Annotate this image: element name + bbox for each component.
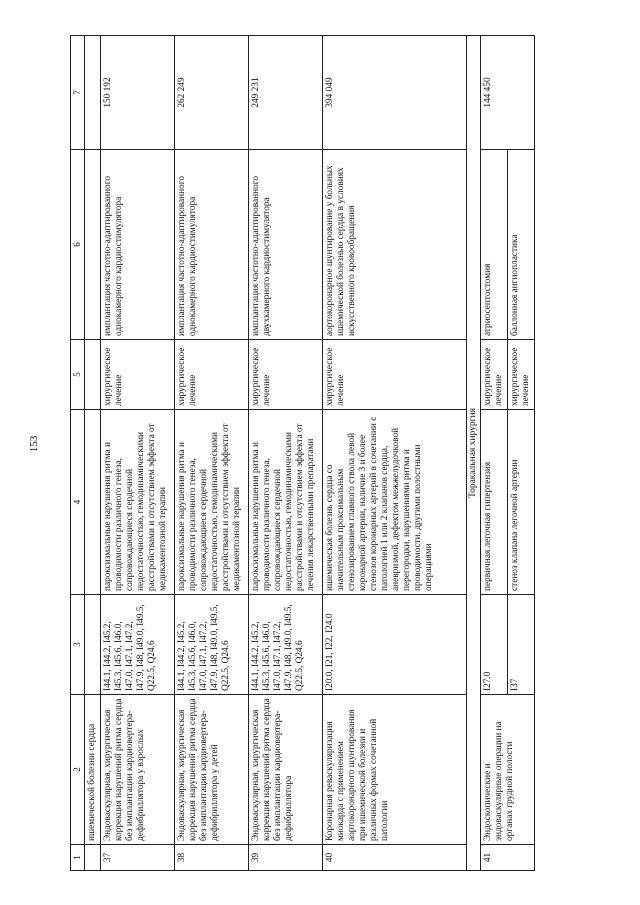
- row-number: 40: [323, 845, 467, 871]
- row-name: Эндоваскулярная, хирургическая коррекция нарушений ритма сердца без имплантации кардиовертера-дефибриллятора: [249, 695, 323, 845]
- row-codes: I20.0, I21, I22, I24.0: [323, 595, 467, 695]
- header-col-7: 7: [71, 36, 85, 150]
- row-method: баллонная ангиопластика: [508, 150, 535, 340]
- row-method: атриосептостомия: [481, 150, 508, 340]
- row-number: 37: [101, 845, 175, 871]
- row-codes: I27.0: [481, 595, 508, 695]
- table-row: [481, 36, 508, 871]
- row-codes: I37: [508, 595, 535, 695]
- row-treatment: хирургическое лечение: [508, 340, 535, 410]
- row-treatment: хирургическое лечение: [323, 340, 467, 410]
- section-title: Торакальная хирургия: [467, 36, 481, 871]
- header-col-3: 3: [71, 595, 85, 695]
- row-model: ишемическая болезнь сердца со значительным проксимальным стенозированием главного ствола левой коронарной артерии, наличие 3 и более стенозов коронарных артерий в сочетании с патологией 1 или 2 клапанов сердца, аневризмой, дефектом межжелудочковой перегородки, нарушениями ритма и проводимости, другими полостными операциями: [323, 410, 467, 595]
- header-col-5: 5: [71, 340, 85, 410]
- page-number: 153: [28, 435, 40, 453]
- row-number: 38: [175, 845, 249, 871]
- table-row: [323, 36, 467, 871]
- row-model: пароксизмальные нарушения ритма и проводимости различного генеза, сопровождающиеся сердечной недостаточностью, гемодинамическими расстройствами и отсутствием эффекта от лечения лекарственными препаратами: [249, 410, 323, 595]
- row-model: пароксизмальные нарушения ритма и проводимости различного генеза, сопровождающиеся сердечной недостаточностью, гемодинамическими расстройствами и отсутствием эффекта от медикаментозной терапии: [101, 410, 175, 595]
- table-row: [175, 36, 249, 871]
- row-codes: I44.1, I44.2, I45.2, I45.3, I45.6, I46.0, I47.0, I47.1, I47.2, I47.9, I48, I49.0, I49.5, Q22.5, Q24.6: [101, 595, 175, 695]
- row-model: стеноз клапана легочной артерии: [508, 410, 535, 595]
- medical-procedures-table: [70, 35, 535, 871]
- row-method: аортокоронарное шунтирование у больных ишемической болезнью сердца в условиях искусственного кровообращения: [323, 150, 467, 340]
- header-row: [71, 36, 85, 871]
- row-treatment: хирургическое лечение: [249, 340, 323, 410]
- row-cost: 144 450: [481, 36, 535, 150]
- row-model: пароксизмальные нарушения ритма и проводимости различного генеза, сопровождающиеся сердечной недостаточностью, гемодинамическими расстройствами и отсутствием эффекта от медикаментозной терапии: [175, 410, 249, 595]
- row-cost: 150 192: [101, 36, 175, 150]
- row-name: Эндоваскулярная, хирургическая коррекция нарушений ритма сердца без имплантации кардиовертера-дефибриллятора у детей: [175, 695, 249, 845]
- row-treatment: хирургическое лечение: [175, 340, 249, 410]
- row-method: имплантация частотно-адаптированного однокамерного кардиостимулятора: [101, 150, 175, 340]
- table-row: [249, 36, 323, 871]
- row-treatment: хирургическое лечение: [101, 340, 175, 410]
- section-row: [467, 36, 481, 871]
- row-name: Эндоваскулярная, хирургическая коррекция нарушений ритма сердца без имплантации кардиовертера-дефибриллятора у взрослых: [101, 695, 175, 845]
- row-method: имплантация частотно-адаптированного однокамерного кардиостимулятора: [175, 150, 249, 340]
- row-name: Коронарная реваскуляризация миокарда с применением аортокоронарного шунтирования при ишемической болезни и различных формах сочетанной патологии: [323, 695, 467, 845]
- row-codes: I44.1, I44.2, I45.2, I45.3, I45.6, I46.0, I47.0, I47.1, I47.2, I47.9, I48, I49.0, I49.5, Q22.5, Q24.6: [249, 595, 323, 695]
- row-number: 41: [481, 845, 535, 871]
- continuation-text: ишемической болезни сердца: [85, 695, 101, 845]
- row-name: Эндоскопические и эндоваскулярные операции на органах грудной полости: [481, 695, 535, 845]
- header-col-1: 1: [71, 845, 85, 871]
- header-col-4: 4: [71, 410, 85, 595]
- row-model: первичная легочная гипертензия: [481, 410, 508, 595]
- row-treatment: хирургическое лечение: [481, 340, 508, 410]
- rotated-table-container: [70, 36, 620, 871]
- row-method: имплантация частотно-адаптированного двухкамерного кардиостимулятора: [249, 150, 323, 340]
- row-number: 39: [249, 845, 323, 871]
- continuation-row: [85, 36, 101, 871]
- row-codes: I44.1, I44.2, I45.2, I45.3, I45.6, I46.0, I47.0, I47.1, I47.2, I47.9, I48, I49.0, I49.5, Q22.5, Q24.6: [175, 595, 249, 695]
- row-cost: 262 249: [175, 36, 249, 150]
- table-row: [101, 36, 175, 871]
- header-col-2: 2: [71, 695, 85, 845]
- row-cost: 394 049: [323, 36, 467, 150]
- header-col-6: 6: [71, 150, 85, 340]
- row-cost: 249 231: [249, 36, 323, 150]
